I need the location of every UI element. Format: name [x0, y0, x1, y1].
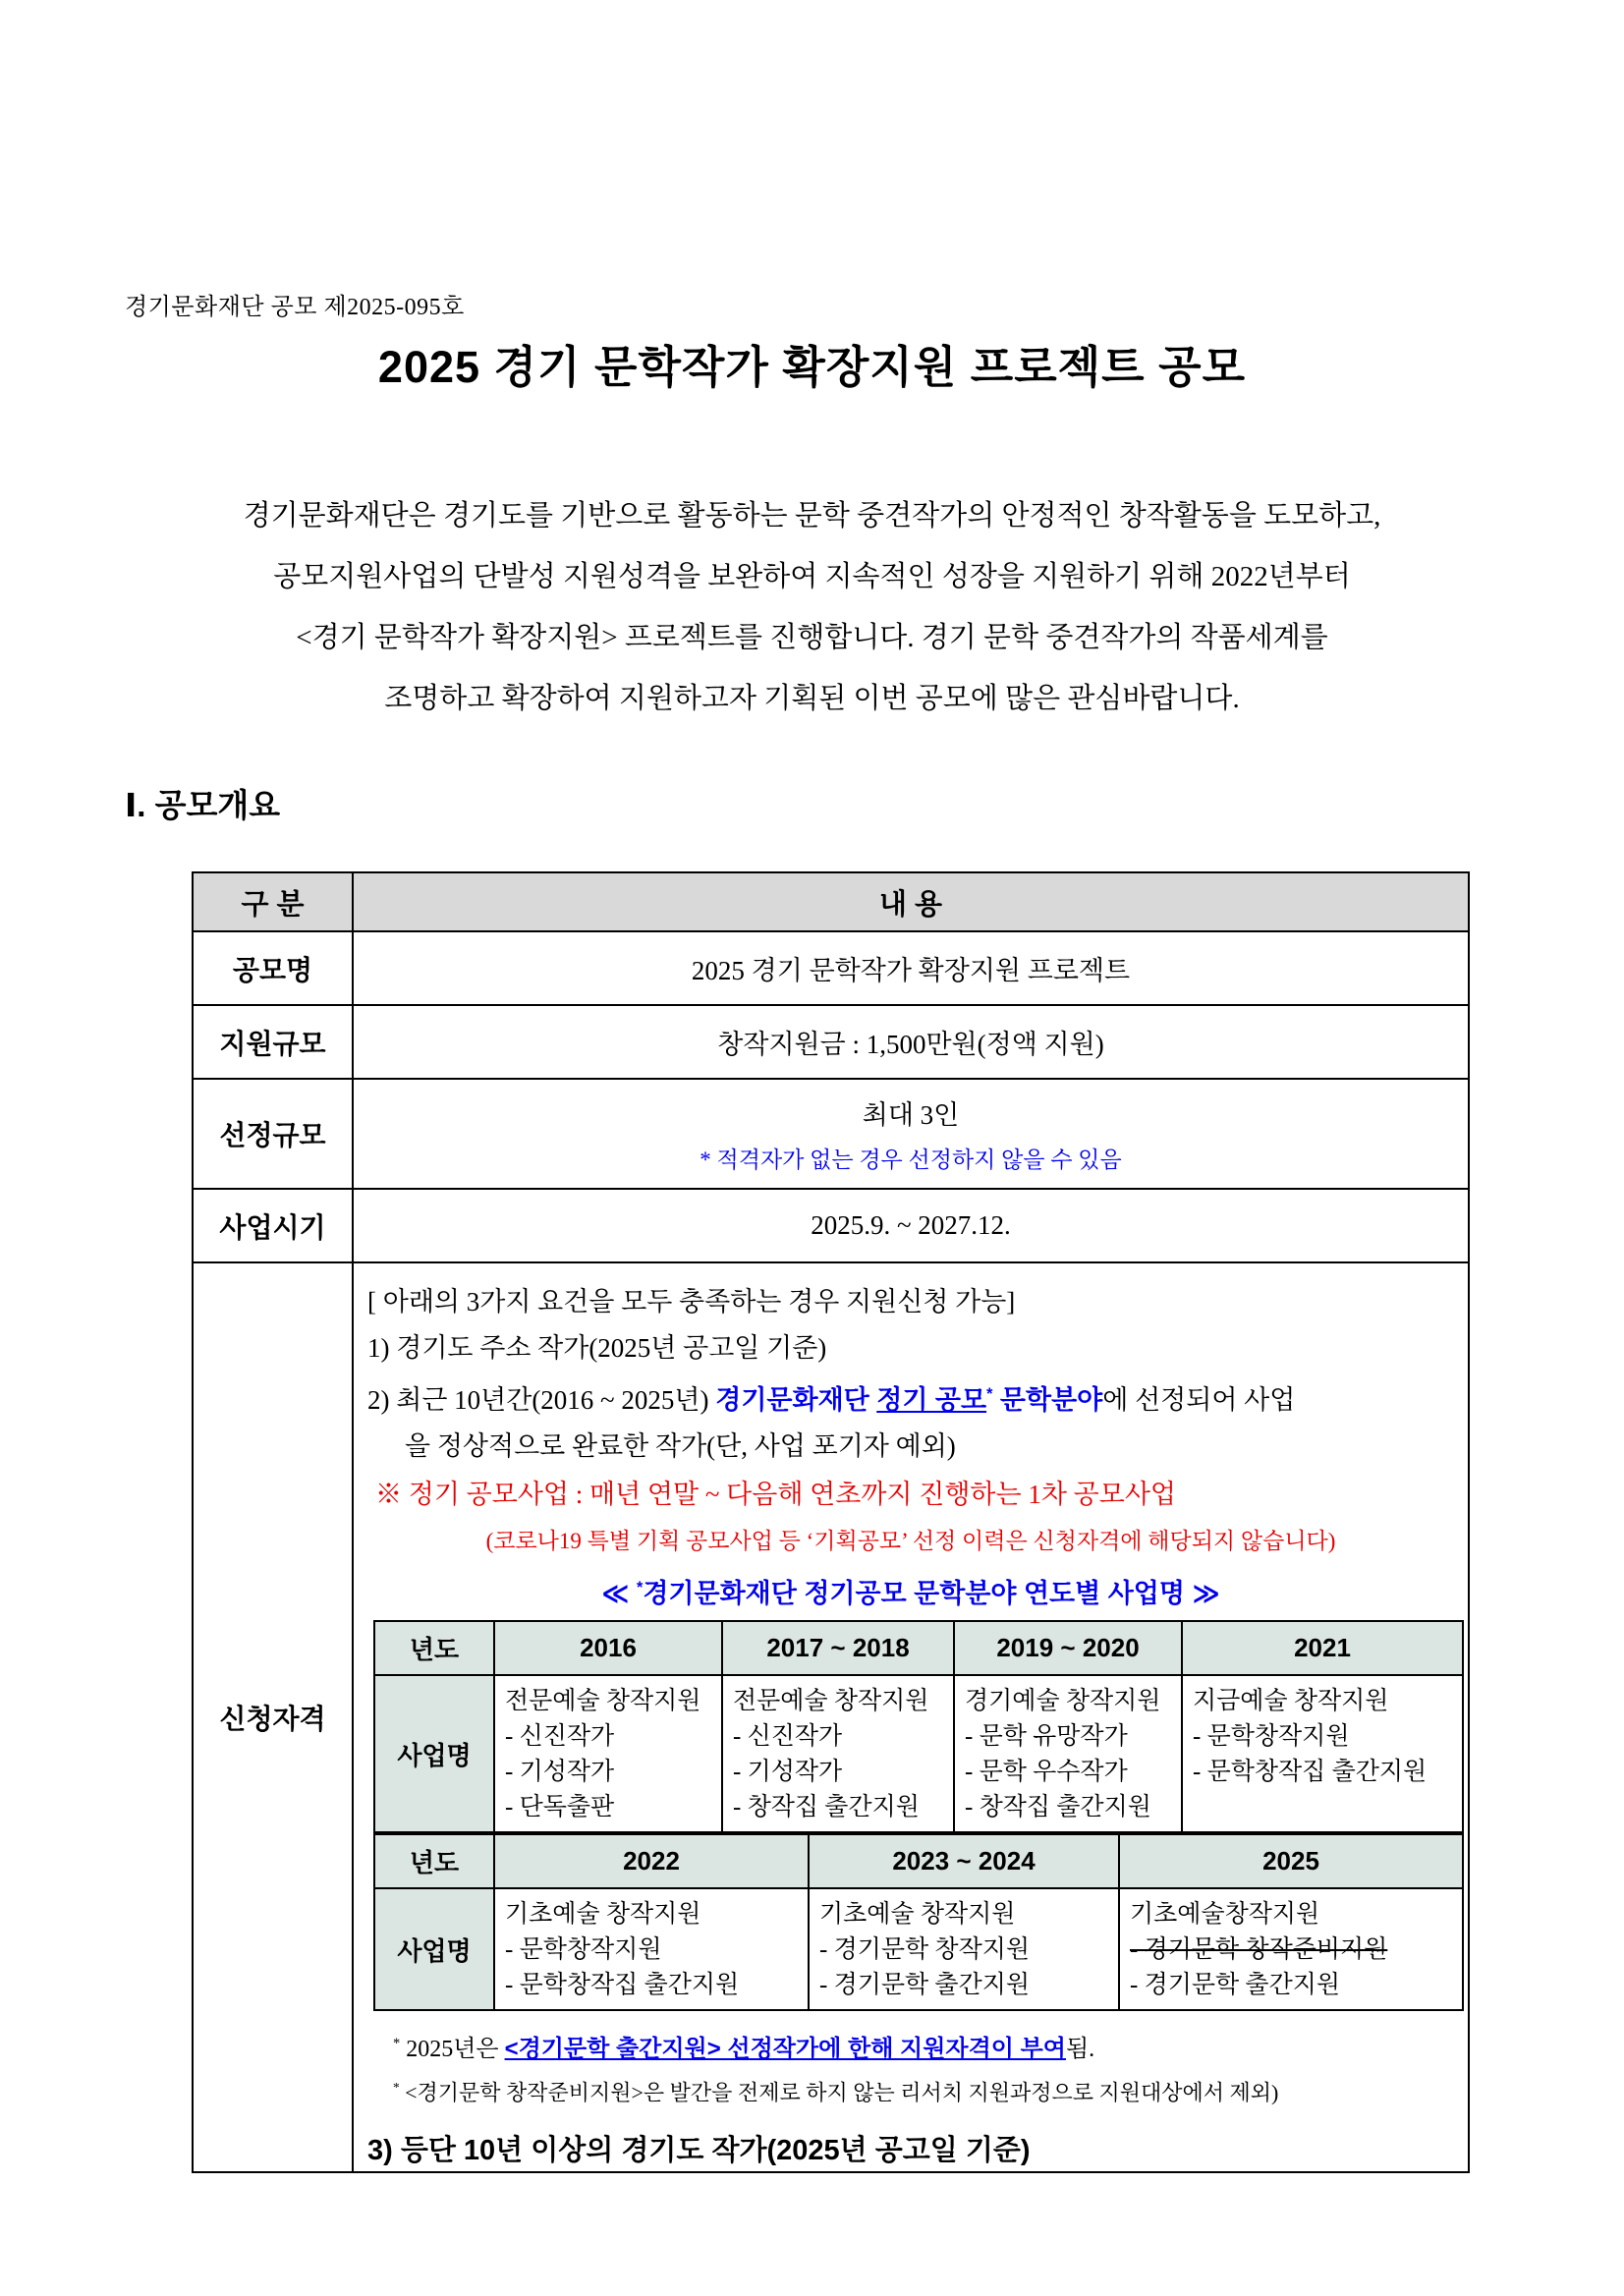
table-row-selection [193, 1079, 1469, 1189]
footnote-2025-eligibility: * 2025년은 <경기문학 출간지원> 선정작가에 한해 지원자격이 부여됨. [393, 2036, 1095, 2062]
discontinued-program: - 경기문학 창작준비지원 [1130, 1936, 1388, 1963]
table-row-period [193, 1189, 1469, 1262]
table-row-funding [193, 1005, 1469, 1079]
row-label: 사업시기 [193, 1189, 353, 1262]
eligibility-item-1: 1) 경기도 주소 작가(2025년 공고일 기준) [367, 1333, 827, 1363]
selection-note: * 적격자가 없는 경우 선정하지 않을 수 있음 [700, 1148, 1122, 1172]
header-cell-category: 구 분 [193, 872, 353, 931]
program-cell-2023-2024: 기초예술 창작지원 - 경기문학 창작지원 - 경기문학 출간지원 [809, 1888, 1119, 2010]
year-2025: 2025 [1119, 1834, 1463, 1888]
page-title: 2025 경기 문학작가 확장지원 프로젝트 공모 [377, 342, 1247, 392]
row-label: 공모명 [193, 931, 353, 1005]
year-2023-2024: 2023 ~ 2024 [809, 1834, 1119, 1888]
section-heading: Ⅰ. 공모개요 [125, 787, 281, 823]
intro-line: 공모지원사업의 단발성 지원성격을 보완하여 지속적인 성장을 지원하기 위해 2022년부터 [273, 561, 1351, 592]
highlight-literature-field: 문학분야 [992, 1385, 1103, 1415]
year-2019-2020: 2019 ~ 2020 [954, 1621, 1182, 1675]
year-label: 년도 [374, 1621, 494, 1675]
footnote-highlight: <경기문학 출간지원> 선정작가에 한해 지원자격이 부여 [504, 2036, 1066, 2062]
year-2016: 2016 [494, 1621, 722, 1675]
program-cell-2022: 기초예술 창작지원 - 문학창작지원 - 문학창작집 출간지원 [494, 1888, 809, 2010]
header-cell-content: 내 용 [353, 872, 1469, 931]
year-label: 년도 [374, 1834, 494, 1888]
intro-line: 조명하고 확장하여 지원하고자 기획된 이번 공모에 많은 관심바랍니다. [384, 683, 1240, 714]
eligibility-item-2: 2) 최근 10년간(2016 ~ 2025년) 경기문화재단 정기 공모* 문학분야에 선정되어 사업 [367, 1385, 1296, 1415]
table-row-title [193, 931, 1469, 1005]
year-header-row [374, 1834, 1463, 1888]
subtable-title: ≪ *경기문화재단 정기공모 문학분야 연도별 사업명 ≫ [601, 1579, 1220, 1608]
program-table-2016-2021 [373, 1620, 1464, 1833]
row-value: 창작지원금 : 1,500만원(정액 지원) [353, 1005, 1469, 1079]
selection-count: 최대 3인 [862, 1100, 960, 1130]
highlight-regular-call: 정기 공모 [876, 1385, 987, 1415]
intro-paragraph [0, 485, 1624, 729]
program-row [374, 1888, 1463, 2010]
row-value: 2025.9. ~ 2027.12. [353, 1189, 1469, 1262]
row-label: 지원규모 [193, 1005, 353, 1079]
overview-table [192, 871, 1470, 2173]
doc-number: 경기문화재단 공모 제2025-095호 [125, 295, 465, 320]
eligibility-item-2-cont: 을 정상적으로 완료한 작가(단, 사업 포기자 예외) [405, 1431, 956, 1461]
program-label: 사업명 [374, 1675, 494, 1832]
program-cell-2019-2020: 경기예술 창작지원 - 문학 유망작가 - 문학 우수작가 - 창작집 출간지원 [954, 1675, 1182, 1832]
program-cell-2017-2018: 전문예술 창작지원 - 신진작가 - 기성작가 - 창작집 출간지원 [722, 1675, 954, 1832]
table-row-eligibility [193, 1262, 1469, 2172]
year-2021: 2021 [1182, 1621, 1463, 1675]
eligibility-intro: [ 아래의 3가지 요건을 모두 충족하는 경우 지원신청 가능] [367, 1287, 1016, 1316]
intro-line: 경기문화재단은 경기도를 기반으로 활동하는 문학 중견작가의 안정적인 창작활동을 도모하고, [243, 500, 1381, 532]
covid-note: (코로나19 특별 기획 공모사업 등 ‘기획공모’ 선정 이력은 신청자격에 해당되지 않습니다) [485, 1529, 1336, 1553]
program-row [374, 1675, 1463, 1832]
year-2022: 2022 [494, 1834, 809, 1888]
eligibility-content [353, 1262, 1469, 2172]
regular-call-note: ※ 정기 공모사업 : 매년 연말 ~ 다음해 연초까지 진행하는 1차 공모사업 [375, 1480, 1176, 1509]
row-value [353, 1079, 1469, 1189]
program-cell-2025: 기초예술창작지원 - 경기문학 창작준비지원 - 경기문학 출간지원 [1119, 1888, 1463, 2010]
program-cell-2021: 지금예술 창작지원 - 문학창작지원 - 문학창작집 출간지원 [1182, 1675, 1463, 1832]
intro-line: <경기 문학작가 확장지원> 프로젝트를 진행합니다. 경기 문학 중견작가의 작품세계를 [296, 622, 1328, 653]
row-value: 2025 경기 문학작가 확장지원 프로젝트 [353, 931, 1469, 1005]
footnote-research-exclusion: * <경기문학 창작준비지원>은 발간을 전제로 하지 않는 리서치 지원과정으로 지원대상에서 제외) [393, 2080, 1279, 2105]
year-header-row [374, 1621, 1463, 1675]
eligibility-item-3: 3) 등단 10년 이상의 경기도 작가(2025년 공고일 기준) [367, 2135, 1031, 2167]
row-label: 신청자격 [193, 1262, 353, 2172]
program-label: 사업명 [374, 1888, 494, 2010]
row-label: 선정규모 [193, 1079, 353, 1189]
program-table-2022-2025 [373, 1833, 1464, 2011]
program-cell-2016: 전문예술 창작지원 - 신진작가 - 기성작가 - 단독출판 [494, 1675, 722, 1832]
highlight-foundation: 경기문화재단 [715, 1385, 877, 1415]
overview-table-header-row [193, 872, 1469, 931]
year-2017-2018: 2017 ~ 2018 [722, 1621, 954, 1675]
